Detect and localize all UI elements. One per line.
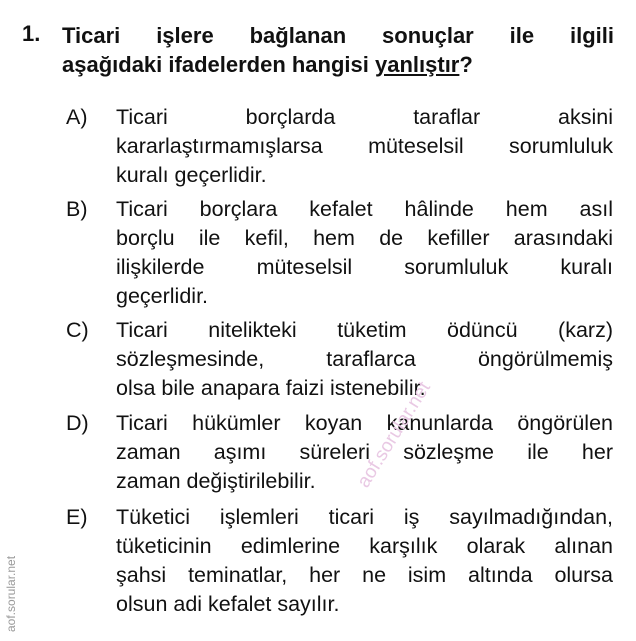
- option-line: Ticari nitelikteki tüketim ödüncü (karz): [116, 318, 613, 342]
- option-text: [116, 503, 613, 619]
- question-stem: [62, 21, 614, 79]
- question-line-2: [62, 50, 614, 79]
- question-number: 1.: [22, 21, 41, 46]
- option-line: Ticari borçlarda taraflar aksini: [116, 105, 613, 129]
- option-text: [116, 103, 613, 190]
- question-line-2-text: aşağıdaki ifadelerden hangisi: [62, 52, 375, 77]
- watermark-diagonal: aof.sorular.net: [353, 378, 435, 492]
- option-letter: E): [66, 505, 88, 529]
- option-line: zaman aşımı süreleri sözleşme ile her: [116, 440, 613, 464]
- question-emphasis: yanlıştır: [375, 52, 460, 77]
- option-line: ilişkilerde müteselsil sorumluluk kuralı: [116, 255, 613, 279]
- option-line: Ticari borçlara kefalet hâlinde hem asıl: [116, 197, 613, 221]
- watermark-side: aof.sorular.net: [4, 555, 18, 632]
- option-letter: B): [66, 197, 88, 221]
- option-line: Tüketici işlemleri ticari iş sayılmadığından,: [116, 505, 613, 529]
- option-line: şahsi teminatlar, her ne isim altında olursa: [116, 563, 613, 587]
- option-letter: C): [66, 318, 89, 342]
- option-line: olsun adi kefalet sayılır.: [116, 592, 340, 616]
- option-line: geçerlidir.: [116, 284, 209, 308]
- option-line: sözleşmesinde, taraflarca öngörülmemiş: [116, 347, 613, 371]
- question-mark: ?: [459, 52, 473, 77]
- question-line-1: Ticari işlere bağlanan sonuçlar ile ilgili: [62, 23, 614, 48]
- option-line: kararlaştırmamışlarsa müteselsil sorumluluk: [116, 134, 613, 158]
- option-letter: D): [66, 411, 89, 435]
- option-line: borçlu ile kefil, hem de kefiller arasındaki: [116, 226, 613, 250]
- option-text: [116, 316, 613, 403]
- option-text: [116, 195, 613, 311]
- option-line: tüketicinin edimlerine karşılık olarak alınan: [116, 534, 613, 558]
- option-line: zaman değiştirilebilir.: [116, 469, 316, 493]
- option-line: Ticari hükümler koyan kanunlarda öngörülen: [116, 411, 613, 435]
- option-line: kuralı geçerlidir.: [116, 163, 267, 187]
- option-line: olsa bile anapara faizi istenebilir.: [116, 376, 426, 400]
- option-letter: A): [66, 105, 88, 129]
